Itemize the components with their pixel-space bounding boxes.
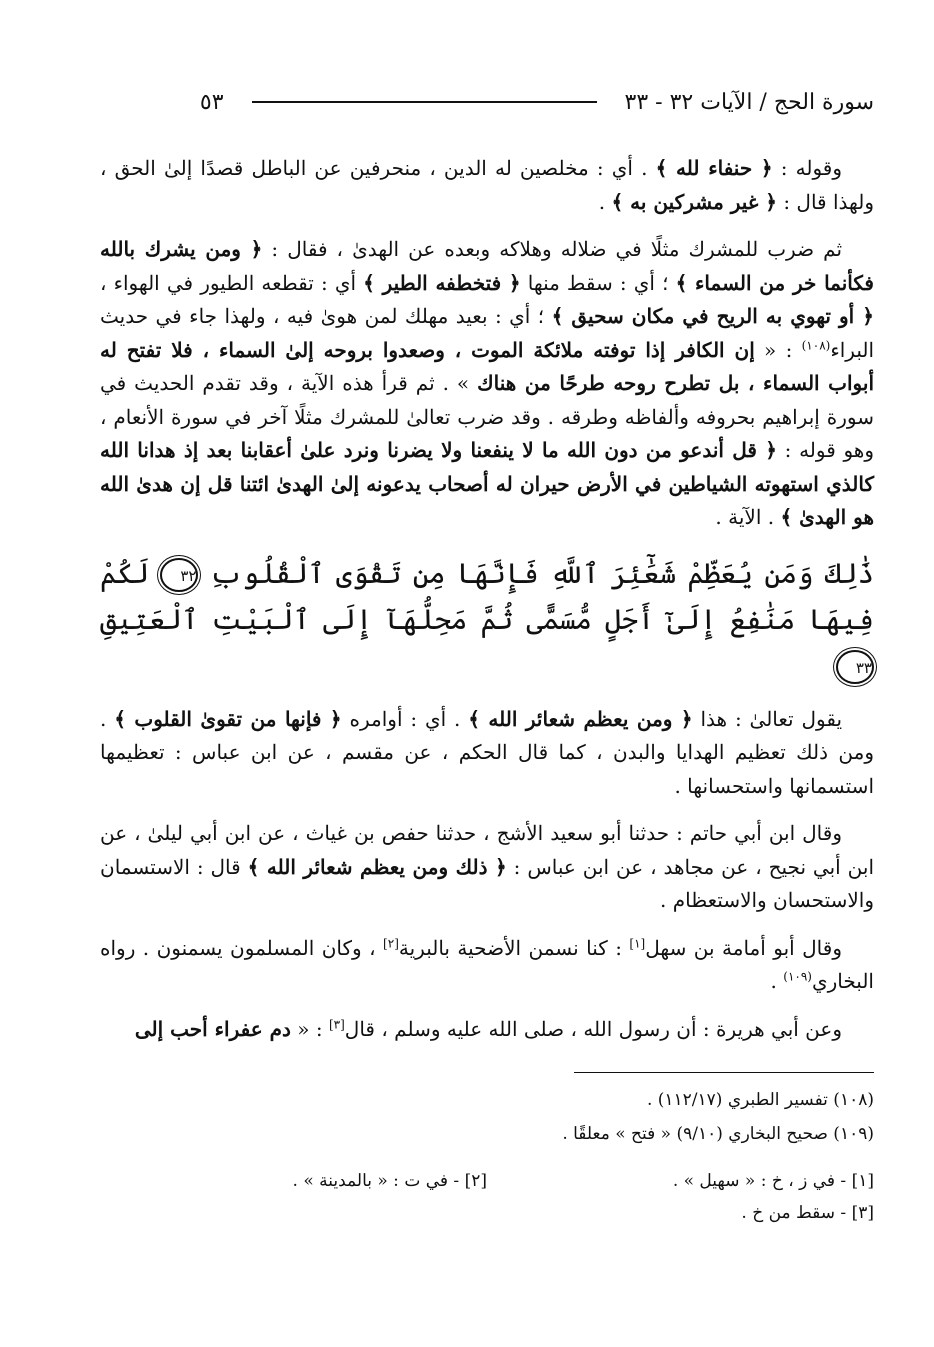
quran-quote: ﴿ أو تهوي به الريح في مكان سحيق ﴾: [551, 304, 875, 328]
text-run: ثم ضرب للمشرك مثلًا في ضلاله وهلاكه وبعده عن الهدىٰ ، فقال :: [262, 237, 843, 261]
quran-quote: ﴿ فتخطفه الطير ﴾: [363, 270, 521, 295]
variant-note-2: [٢] - في ت : « بالمدينة » .: [292, 1171, 487, 1191]
paragraph-6: [100, 1013, 874, 1047]
text-run: . أي : مخلصين له الدين ، منحرفين عن الباطل قصدًا إلىٰ الحق ، ولهذا قال :: [100, 156, 874, 214]
text-run: . ومن ذلك تعظيم الهدايا والبدن ، كما قال الحكم ، عن مقسم ، عن ابن عباس : تعظيمها استسمانها واستحسانها .: [100, 706, 874, 798]
quran-quote: ﴿ قل أندعو من دون الله ما لا ينفعنا ولا يضرنا ونرد علىٰ أعقابنا بعد إذ هدانا الله كالذي استهوته الشياطين في الأرض حيران له أصحاب يدعونه إلىٰ الهدىٰ ائتنا قل إن هدىٰ الله هو الهدىٰ ﴾: [100, 438, 874, 529]
text-run: يقول تعالىٰ : هذا: [692, 706, 843, 731]
footnotes: [100, 1083, 874, 1151]
text-run: ؛ أي : سقط منها: [520, 270, 676, 295]
text-run: ؛ أي : بعيد مهلك لمن هوىٰ فيه ، ولهذا جاء في حديث البراء: [100, 304, 875, 362]
verse-number-marker: ٣٢: [160, 558, 198, 592]
paragraph-1: [100, 152, 874, 219]
text-run: وعن أبي هريرة : أن رسول الله ، صلى الله عليه وسلم ، قال: [344, 1016, 842, 1041]
header-title: سورة الحج / الآيات ٣٢ - ٣٣: [624, 89, 874, 115]
footnote-ref: (١٠٩): [783, 969, 812, 984]
page-number: ٥٣: [199, 89, 224, 115]
main-text: [100, 152, 874, 1046]
verse-text: لَكُمْ فِيهَا مَنَٰفِعُ إِلَىٰٓ أَجَلٍ مُّسَمًّى ثُمَّ مَحِلُّهَآ إِلَى ٱلْبَيْتِ ٱلْعَتِيقِ: [100, 556, 874, 636]
quran-quote: ﴿ ذلك ومن يعظم شعائر الله ﴾: [247, 854, 507, 879]
text-run: وقال ابن أبي حاتم : حدثنا أبو سعيد الأشج ، حدثنا حفص بن غياث ، عن ابن أبي ليلىٰ ، عن ابن أبي نجيح ، عن مجاهد ، عن ابن عباس :: [100, 821, 875, 879]
text-run: وقال أبو أمامة بن سهل: [645, 935, 842, 960]
quran-quote: ﴿ حنفاء لله ﴾: [655, 156, 773, 180]
text-run: قال : الاستسمان والاستحسان والاستعظام .: [100, 854, 874, 912]
paragraph-2: [100, 233, 874, 535]
text-run: : كنا نسمن الأضحية بالبرية: [398, 935, 630, 960]
paragraph-5: [100, 932, 874, 999]
manuscript-variants: [100, 1165, 874, 1229]
footnote-separator: [574, 1072, 874, 1073]
variant-ref: [٣]: [328, 1016, 345, 1031]
header-rule: [252, 101, 597, 103]
text-run: .: [770, 969, 784, 993]
variant-ref: [٢]: [383, 935, 399, 950]
quran-quote: ﴿ غير مشركين به ﴾: [611, 189, 777, 214]
variant-ref: [١]: [629, 935, 646, 950]
text-run: . الآية .: [715, 505, 781, 529]
paragraph-3: [100, 703, 874, 804]
paragraph-4: [100, 817, 874, 918]
hadith-quote: دم عفراء أحب إلى: [134, 1016, 291, 1041]
quran-quote: ﴿ ومن يعظم شعائر الله ﴾: [468, 706, 693, 731]
text-run: وقوله :: [772, 156, 843, 180]
footnote-109: (١٠٩) صحيح البخاري (٩/١٠) « فتح » معلقًا .: [562, 1124, 874, 1144]
text-run: . أي : أوامره: [341, 706, 469, 731]
verse-number-marker: ٣٣: [836, 650, 874, 684]
hadith-quote: إن الكافر إذا توفته ملائكة الموت ، وصعدوا بروحه إلىٰ السماء ، فلا تفتح له أبواب السماء ، بل تطرح روحه طرحًا من هناك: [100, 337, 875, 395]
text-run: أي : تقطعه الطيور في الهواء ،: [100, 270, 364, 295]
quran-quote: ﴿ فإنها من تقوىٰ القلوب ﴾: [114, 706, 342, 731]
text-run: : «: [290, 1016, 329, 1041]
footnote-108: (١٠٨) تفسير الطبري (١١٢/١٧) .: [646, 1090, 874, 1110]
text-run: » . ثم قرأ هذه الآية ، وقد تقدم الحديث في سورة إبراهيم بحروفه وألفاظه وطرقه . وقد ضرب تعالىٰ للمشرك مثلًا آخر في سورة الأنعام ، وهو قوله :: [100, 371, 874, 462]
footnote-ref: (١٠٨): [801, 337, 831, 352]
text-run: : «: [754, 337, 802, 362]
text-run: ، وكان المسلمون يسمنون . رواه البخاري: [100, 935, 874, 993]
quran-quote: ﴿ ومن يشرك بالله فكأنما خر من السماء ﴾: [100, 237, 874, 295]
variant-note-3: [٣] - سقط من خ .: [741, 1203, 874, 1223]
text-run: .: [598, 189, 612, 214]
quran-verse-block: [100, 551, 874, 689]
verse-text: ذَٰلِكَ وَمَن يُعَظِّمْ شَعَٰٓئِرَ ٱللَّهِ فَإِنَّهَا مِن تَقْوَى ٱلْقُلُوبِ: [209, 556, 875, 590]
variant-note-1: [١] - في ز ، خ : « سهيل » .: [672, 1171, 874, 1191]
running-header: [100, 82, 874, 122]
